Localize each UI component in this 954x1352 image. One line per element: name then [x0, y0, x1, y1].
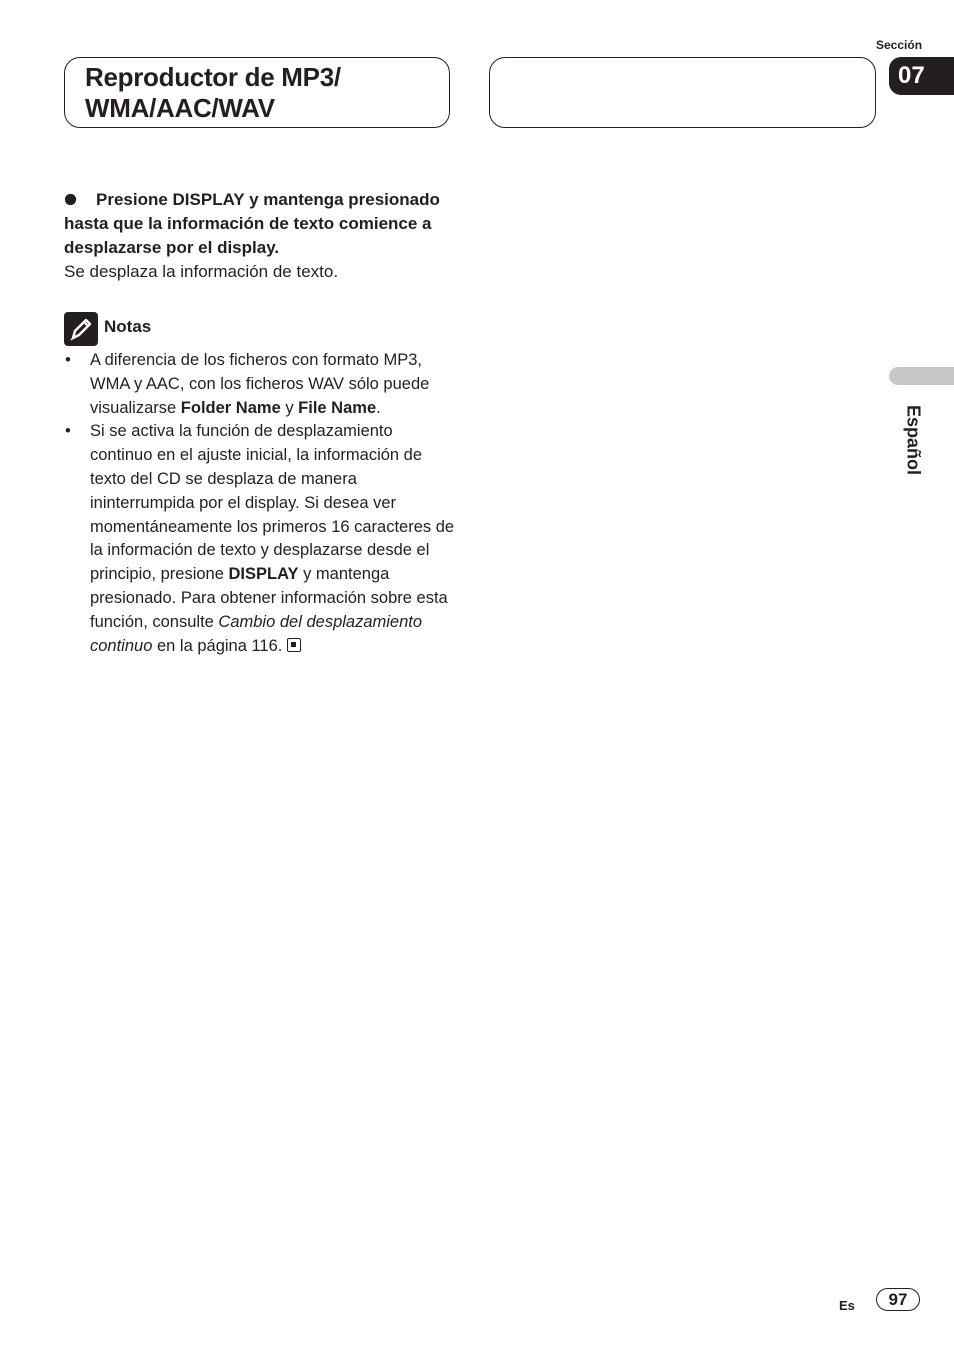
section-number: 07	[898, 62, 925, 89]
note-item	[64, 349, 456, 420]
note-bold: Folder Name	[180, 398, 281, 417]
section-label: Sección	[876, 38, 923, 52]
list-bullet: •	[65, 422, 71, 441]
page-title: Reproductor de MP3/ WMA/AAC/WAV	[85, 62, 341, 123]
note-text: y	[280, 398, 299, 417]
note-text: A diferencia de los ficheros con formato MP3, WMA y AAC, con los ficheros WAV sólo puede visualizarse	[90, 351, 430, 417]
instruction	[64, 188, 454, 260]
note-text: y mantenga presionado. Para obtener información sobre esta función, consulte	[90, 565, 448, 631]
header-empty-box	[489, 57, 876, 128]
language-label: Español	[903, 404, 924, 476]
note-bold: DISPLAY	[228, 565, 299, 584]
note-item	[64, 420, 456, 658]
list-bullet: •	[65, 351, 71, 369]
instruction-text: Presione DISPLAY y mantenga presionado hasta que la información de texto comience a desplazarse por el display.	[64, 190, 440, 257]
language-tab	[889, 367, 954, 385]
title-box	[64, 57, 450, 128]
footer-language-code: Es	[839, 1298, 855, 1313]
note-text: Si se activa la función de desplazamiento continuo en el ajuste inicial, la información de texto del CD se desplaza de manera ininterrumpida por el display. Si desea ver momentáneamente los primeros 16 caracteres de la información de texto y desplazarse desde el principio, presione	[90, 422, 455, 584]
page-number: 97	[876, 1288, 920, 1311]
bullet-icon	[64, 188, 96, 212]
note-text: .	[376, 398, 381, 417]
note-bold: File Name	[298, 398, 377, 417]
notes-list	[64, 349, 456, 658]
pencil-icon	[64, 312, 98, 346]
instruction-result: Se desplaza la información de texto.	[64, 262, 339, 281]
note-italic: Cambio del desplazamiento continuo	[90, 612, 423, 655]
notes-heading: Notas	[104, 317, 152, 336]
end-of-section-icon	[287, 638, 301, 652]
note-text: en la página 116.	[152, 636, 283, 655]
